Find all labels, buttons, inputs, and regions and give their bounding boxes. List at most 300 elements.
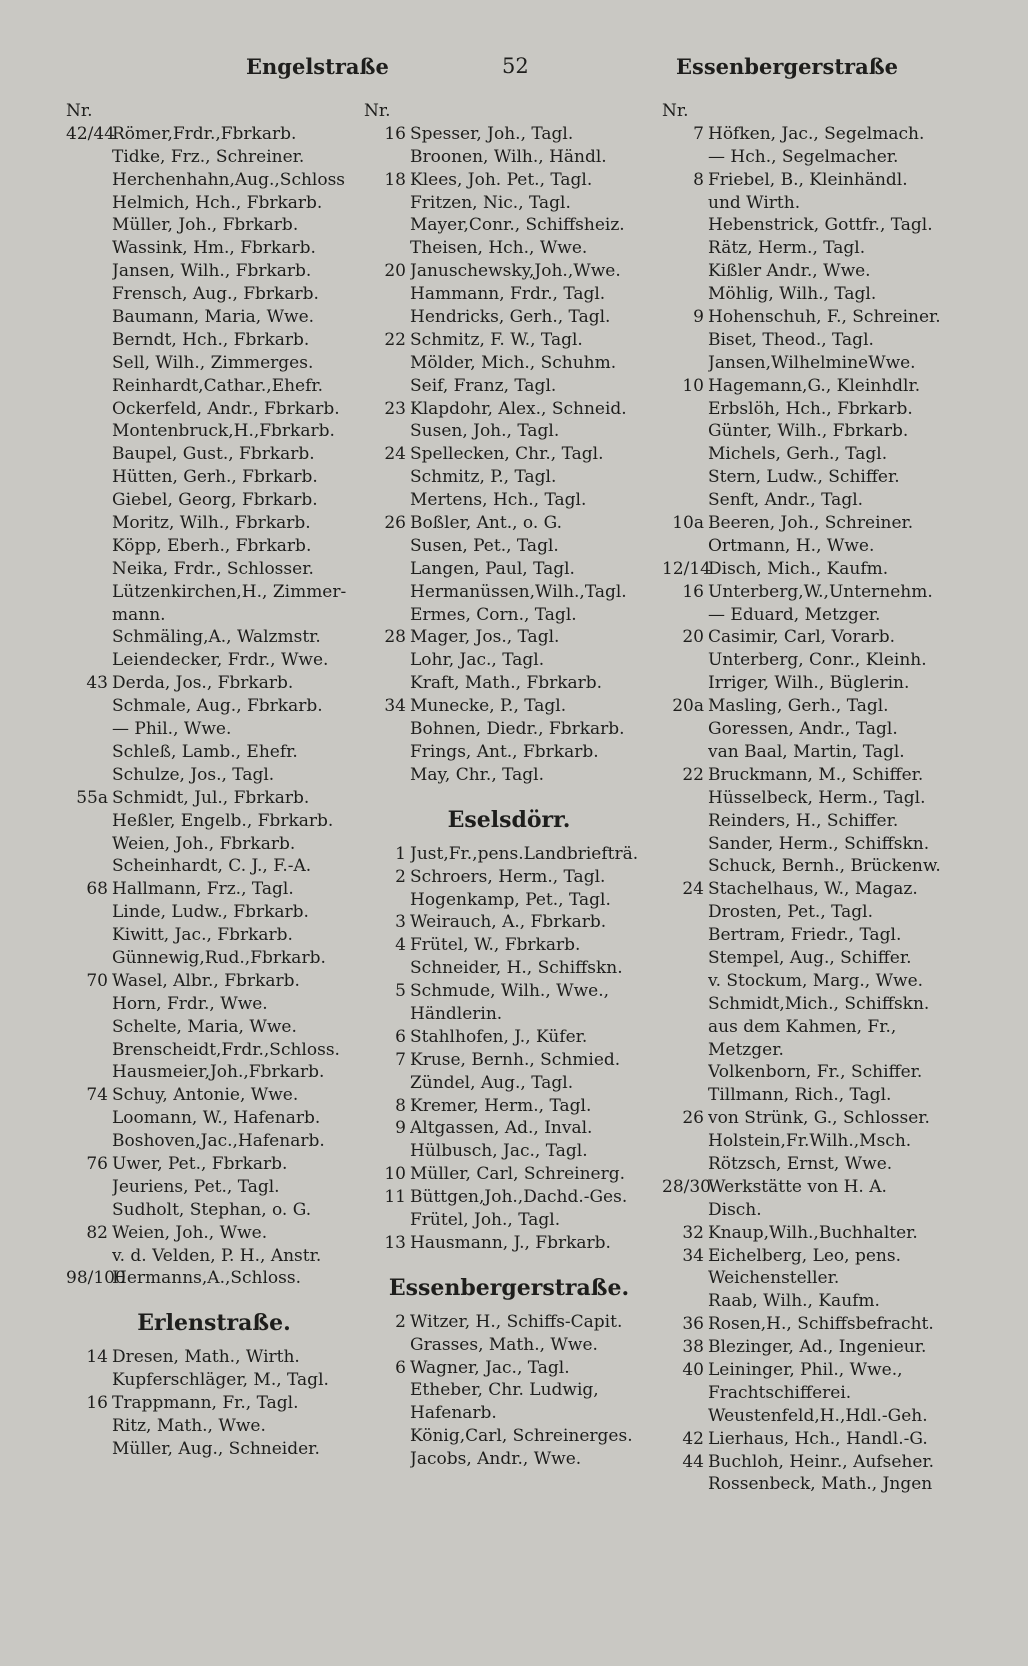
house-number — [66, 581, 112, 604]
directory-entry — [364, 581, 654, 604]
directory-entry — [364, 843, 654, 866]
resident-text: v. Stockum, Marg., Wwe. — [708, 970, 924, 991]
directory-entry — [662, 764, 962, 787]
resident-text: Lohr, Jac., Tagl. — [410, 650, 545, 671]
directory-entry — [662, 970, 962, 993]
house-number: 28 — [384, 627, 406, 648]
house-number — [364, 352, 410, 375]
house-number: 16 — [86, 1393, 108, 1414]
resident-text: Bruckmann, M., Schiffer. — [708, 764, 924, 785]
resident-text: Eichelberg, Leo, pens. — [708, 1245, 901, 1266]
resident-text: Bohnen, Diedr., Fbrkarb. — [410, 719, 625, 740]
house-number: 23 — [384, 398, 406, 419]
resident-text: Büttgen,Joh.,Dachd.-Ges. — [410, 1187, 628, 1208]
directory-entry — [364, 1026, 654, 1049]
resident-text: mann. — [112, 604, 166, 625]
house-number — [66, 833, 112, 856]
house-number — [662, 214, 708, 237]
resident-text: Römer,Frdr.,Fbrkarb. — [112, 123, 297, 144]
house-number — [662, 1267, 708, 1290]
resident-text: Hagemann,G., Kleinhdlr. — [708, 375, 921, 396]
directory-entry — [66, 1369, 362, 1392]
resident-text: Grasses, Math., Wwe. — [410, 1334, 598, 1355]
house-number: 12/14 — [662, 558, 711, 579]
house-number: 20a — [672, 696, 704, 717]
directory-entry — [364, 123, 654, 146]
directory-entry — [364, 718, 654, 741]
resident-text: Beeren, Joh., Schreiner. — [708, 513, 914, 534]
house-number — [66, 214, 112, 237]
directory-entry — [662, 878, 962, 901]
house-number: 16 — [682, 581, 704, 602]
directory-entry — [364, 329, 654, 352]
house-number — [66, 1039, 112, 1062]
directory-entry — [662, 535, 962, 558]
resident-text: Friebel, B., Kleinhändl. — [708, 169, 908, 190]
directory-entry — [662, 1405, 962, 1428]
resident-text: Munecke, P., Tagl. — [410, 696, 567, 717]
directory-entry — [66, 1199, 362, 1222]
directory-entry — [66, 1061, 362, 1084]
resident-text: Frütel, Joh., Tagl. — [410, 1209, 561, 1230]
directory-entry — [662, 1153, 962, 1176]
resident-text: Kupferschläger, M., Tagl. — [112, 1370, 329, 1391]
directory-entry — [364, 466, 654, 489]
directory-entry — [364, 260, 654, 283]
column-1 — [66, 100, 362, 1461]
house-number: 18 — [384, 169, 406, 190]
house-number — [66, 192, 112, 215]
directory-entry — [66, 214, 362, 237]
house-number: 70 — [86, 970, 108, 991]
directory-entry — [66, 901, 362, 924]
house-number — [662, 1199, 708, 1222]
directory-entry — [364, 649, 654, 672]
directory-entry — [364, 1049, 654, 1072]
house-number — [364, 1072, 410, 1095]
directory-entry — [66, 672, 362, 695]
resident-text: Sander, Herm., Schiffskn. — [708, 833, 930, 854]
resident-text: Derda, Jos., Fbrkarb. — [112, 673, 294, 694]
house-number — [662, 718, 708, 741]
resident-text: Hebenstrick, Gottfr., Tagl. — [708, 215, 933, 236]
resident-text: Ermes, Corn., Tagl. — [410, 604, 577, 625]
house-number: 24 — [682, 879, 704, 900]
directory-entry — [364, 535, 654, 558]
directory-entry — [364, 1232, 654, 1255]
house-number — [66, 512, 112, 535]
resident-text: Altgassen, Ad., Inval. — [410, 1118, 593, 1139]
house-number — [364, 889, 410, 912]
resident-text: Senft, Andr., Tagl. — [708, 490, 864, 511]
resident-text: Rätz, Herm., Tagl. — [708, 238, 866, 259]
resident-text: Tidke, Frz., Schreiner. — [112, 146, 305, 167]
house-number — [662, 1405, 708, 1428]
resident-text: Volkenborn, Fr., Schiffer. — [708, 1062, 923, 1083]
directory-entry — [662, 1245, 962, 1268]
resident-text: Just,Fr.,pens.Landbriefträ. — [410, 843, 639, 864]
house-number — [66, 558, 112, 581]
house-number — [66, 924, 112, 947]
directory-entry — [662, 1290, 962, 1313]
house-number — [364, 283, 410, 306]
house-number — [662, 535, 708, 558]
directory-entry — [662, 626, 962, 649]
resident-text: Dresen, Math., Wirth. — [112, 1347, 300, 1368]
directory-entry — [66, 169, 362, 192]
house-number — [66, 1438, 112, 1461]
directory-entry — [364, 1117, 654, 1140]
house-number: 13 — [384, 1232, 406, 1253]
resident-text: Stempel, Aug., Schiffer. — [708, 947, 912, 968]
resident-text: Weien, Joh., Wwe. — [112, 1222, 268, 1243]
nr-column-label: Nr. — [662, 101, 689, 121]
resident-text: Günnewig,Rud.,Fbrkarb. — [112, 947, 326, 968]
directory-entry — [66, 123, 362, 146]
directory-entry — [66, 1039, 362, 1062]
directory-entry — [66, 146, 362, 169]
house-number: 14 — [86, 1347, 108, 1368]
house-number: 26 — [384, 513, 406, 534]
resident-text: Raab, Wilh., Kaufm. — [708, 1291, 880, 1312]
resident-text: aus dem Kahmen, Fr., — [708, 1016, 897, 1037]
resident-text: Holstein,Fr.Wilh.,Msch. — [708, 1131, 912, 1152]
resident-text: Stachelhaus, W., Magaz. — [708, 879, 918, 900]
resident-text: Stahlhofen, J., Küfer. — [410, 1026, 588, 1047]
resident-text: Reinders, H., Schiffer. — [708, 810, 899, 831]
house-number — [66, 169, 112, 192]
house-number: 36 — [682, 1314, 704, 1335]
directory-entry — [66, 466, 362, 489]
resident-text: Boshoven,Jac.,Hafenarb. — [112, 1131, 325, 1152]
resident-text: Jansen, Wilh., Fbrkarb. — [112, 261, 312, 282]
house-number — [364, 237, 410, 260]
directory-entry — [662, 833, 962, 856]
house-number: 38 — [682, 1337, 704, 1358]
house-number — [662, 283, 708, 306]
house-number — [662, 901, 708, 924]
directory-entry — [364, 237, 654, 260]
directory-entry — [66, 581, 362, 604]
directory-entry — [364, 1072, 654, 1095]
resident-text: Tillmann, Rich., Tagl. — [708, 1085, 892, 1106]
house-number: 10 — [384, 1164, 406, 1185]
directory-entry — [662, 146, 962, 169]
resident-text: Seif, Franz, Tagl. — [410, 375, 557, 396]
directory-entry — [364, 1334, 654, 1357]
resident-text: Lützenkirchen,H., Zimmer- — [112, 581, 347, 602]
directory-entry — [364, 420, 654, 443]
house-number — [66, 1016, 112, 1039]
resident-text: Schmale, Aug., Fbrkarb. — [112, 696, 323, 717]
house-number — [662, 443, 708, 466]
resident-text: Wassink, Hm., Fbrkarb. — [112, 238, 316, 259]
house-number — [662, 1473, 708, 1496]
house-number: 9 — [395, 1118, 406, 1139]
house-number — [364, 1140, 410, 1163]
house-number — [662, 329, 708, 352]
house-number: 44 — [682, 1451, 704, 1472]
resident-text: Schmitz, P., Tagl. — [410, 467, 557, 488]
directory-entry — [66, 237, 362, 260]
resident-text: Schleß, Lamb., Ehefr. — [112, 741, 298, 762]
directory-entry — [66, 626, 362, 649]
resident-text: Berndt, Hch., Fbrkarb. — [112, 329, 310, 350]
house-number — [66, 1107, 112, 1130]
resident-text: Frachtschifferei. — [708, 1382, 852, 1403]
resident-text: Goressen, Andr., Tagl. — [708, 719, 898, 740]
resident-text: Hammann, Frdr., Tagl. — [410, 284, 606, 305]
directory-entry — [364, 889, 654, 912]
directory-entry — [662, 306, 962, 329]
directory-entry — [364, 957, 654, 980]
directory-entry — [662, 1267, 962, 1290]
directory-entry — [662, 283, 962, 306]
directory-entry — [662, 237, 962, 260]
resident-text: von Strünk, G., Schlosser. — [708, 1108, 930, 1129]
resident-text: van Baal, Martin, Tagl. — [708, 741, 905, 762]
resident-text: Januschewsky,Joh.,Wwe. — [410, 261, 621, 282]
house-number — [66, 260, 112, 283]
house-number — [66, 947, 112, 970]
house-number — [662, 993, 708, 1016]
section-title: Erlenstraße. — [137, 1310, 291, 1337]
resident-text: Knaup,Wilh.,Buchhalter. — [708, 1222, 918, 1243]
house-number — [364, 420, 410, 443]
directory-entry — [66, 718, 362, 741]
resident-text: Michels, Gerh., Tagl. — [708, 444, 888, 465]
directory-entry — [364, 192, 654, 215]
house-number — [66, 604, 112, 627]
directory-entry — [364, 306, 654, 329]
house-number — [66, 649, 112, 672]
directory-entry — [662, 169, 962, 192]
directory-entry — [364, 214, 654, 237]
directory-entry — [662, 1336, 962, 1359]
house-number — [66, 1061, 112, 1084]
directory-entry — [364, 934, 654, 957]
resident-text: Reinhardt,Cathar.,Ehefr. — [112, 375, 324, 396]
directory-entry — [66, 1153, 362, 1176]
resident-text: Kremer, Herm., Tagl. — [410, 1095, 592, 1116]
resident-text: Müller, Carl, Schreinerg. — [410, 1164, 626, 1185]
resident-text: Klees, Joh. Pet., Tagl. — [410, 169, 593, 190]
directory-entry — [364, 866, 654, 889]
resident-text: Biset, Theod., Tagl. — [708, 329, 874, 350]
house-number — [662, 672, 708, 695]
directory-entry — [662, 1016, 962, 1039]
resident-text: Hogenkamp, Pet., Tagl. — [410, 889, 611, 910]
directory-entry — [662, 741, 962, 764]
house-number — [662, 604, 708, 627]
directory-entry — [364, 1379, 654, 1402]
directory-entry — [364, 1209, 654, 1232]
resident-text: Baumann, Maria, Wwe. — [112, 307, 315, 328]
house-number: 3 — [395, 912, 406, 933]
house-number: 34 — [682, 1245, 704, 1266]
house-number: 40 — [682, 1359, 704, 1380]
house-number: 8 — [693, 169, 704, 190]
house-number: 6 — [395, 1026, 406, 1047]
house-number: 4 — [395, 935, 406, 956]
resident-text: Susen, Pet., Tagl. — [410, 535, 559, 556]
resident-text: Werkstätte von H. A. — [708, 1176, 887, 1197]
resident-text: Brenscheidt,Frdr.,Schloss. — [112, 1039, 340, 1060]
directory-entry — [66, 1267, 362, 1290]
house-number — [364, 558, 410, 581]
resident-text: Hohenschuh, F., Schreiner. — [708, 307, 941, 328]
section-title: Eselsdörr. — [447, 806, 571, 833]
resident-text: Jansen,WilhelmineWwe. — [708, 352, 916, 373]
house-number — [662, 855, 708, 878]
house-number — [66, 535, 112, 558]
directory-entry — [66, 306, 362, 329]
directory-entry — [364, 146, 654, 169]
house-number — [662, 260, 708, 283]
resident-text: Höfken, Jac., Segelmach. — [708, 123, 925, 144]
directory-entry — [364, 512, 654, 535]
directory-entry — [66, 1245, 362, 1268]
resident-text: Montenbruck,H.,Fbrkarb. — [112, 421, 335, 442]
house-number — [662, 787, 708, 810]
directory-entry — [66, 443, 362, 466]
resident-text: Ockerfeld, Andr., Fbrkarb. — [112, 398, 340, 419]
directory-entry — [66, 878, 362, 901]
resident-text: Mager, Jos., Tagl. — [410, 627, 560, 648]
resident-text: Schmäling,A., Walzmstr. — [112, 627, 321, 648]
directory-entry — [662, 1107, 962, 1130]
page-number: 52 — [502, 54, 529, 78]
house-number — [66, 443, 112, 466]
directory-entry — [662, 420, 962, 443]
directory-entry — [66, 855, 362, 878]
house-number — [662, 1061, 708, 1084]
resident-text: und Wirth. — [708, 192, 801, 213]
house-number — [662, 1153, 708, 1176]
house-number: 20 — [682, 627, 704, 648]
resident-text: Schmude, Wilh., Wwe., — [410, 981, 610, 1002]
resident-text: Weirauch, A., Fbrkarb. — [410, 912, 607, 933]
resident-text: Jacobs, Andr., Wwe. — [410, 1449, 582, 1470]
resident-text: v. d. Velden, P. H., Anstr. — [112, 1245, 322, 1266]
house-number — [364, 1448, 410, 1471]
resident-text: Stern, Ludw., Schiffer. — [708, 467, 900, 488]
resident-text: Schmidt, Jul., Fbrkarb. — [112, 787, 310, 808]
resident-text: Ortmann, H., Wwe. — [708, 535, 875, 556]
resident-text: Moritz, Wilh., Fbrkarb. — [112, 513, 311, 534]
directory-entry — [66, 192, 362, 215]
directory-entry — [364, 169, 654, 192]
directory-entry — [66, 1016, 362, 1039]
house-number — [66, 1176, 112, 1199]
resident-text: Händlerin. — [410, 1003, 503, 1024]
house-number: 55a — [76, 787, 108, 808]
directory-entry — [66, 329, 362, 352]
resident-text: Neika, Frdr., Schlosser. — [112, 558, 314, 579]
directory-entry — [66, 352, 362, 375]
directory-entry — [66, 993, 362, 1016]
resident-text: Rötzsch, Ernst, Wwe. — [708, 1153, 893, 1174]
directory-entry — [364, 443, 654, 466]
directory-entry — [662, 329, 962, 352]
resident-text: Bertram, Friedr., Tagl. — [708, 925, 902, 946]
resident-text: Giebel, Georg, Fbrkarb. — [112, 490, 318, 511]
house-number: 2 — [395, 1311, 406, 1332]
house-number — [364, 466, 410, 489]
house-number — [662, 489, 708, 512]
directory-entry — [364, 741, 654, 764]
column-3 — [662, 100, 962, 1496]
directory-entry — [66, 810, 362, 833]
directory-entry — [364, 283, 654, 306]
house-number — [364, 1003, 410, 1026]
house-number: 7 — [395, 1049, 406, 1070]
directory-entry — [364, 1357, 654, 1380]
house-number: 68 — [86, 879, 108, 900]
house-number — [662, 924, 708, 947]
header-right-street: Essenbergerstraße — [676, 54, 899, 79]
directory-entry — [662, 398, 962, 421]
directory-entry — [66, 1438, 362, 1461]
house-number — [66, 283, 112, 306]
directory-entry — [66, 489, 362, 512]
house-number — [364, 1379, 410, 1402]
house-number — [662, 1130, 708, 1153]
resident-text: Baupel, Gust., Fbrkarb. — [112, 444, 315, 465]
resident-text: Hausmann, J., Fbrkarb. — [410, 1232, 611, 1253]
house-number: 7 — [693, 123, 704, 144]
resident-text: Jeuriens, Pet., Tagl. — [112, 1176, 280, 1197]
directory-entry — [66, 970, 362, 993]
directory-entry — [662, 192, 962, 215]
directory-entry — [364, 1425, 654, 1448]
nr-column-label: Nr. — [364, 101, 391, 121]
page-header — [0, 54, 1028, 94]
resident-text: Mayer,Conr., Schiffsheiz. — [410, 215, 625, 236]
directory-entry — [364, 1003, 654, 1026]
directory-entry — [66, 833, 362, 856]
resident-text: Herchenhahn,Aug.,Schloss — [112, 169, 346, 190]
resident-text: Scheinhardt, C. J., F.-A. — [112, 856, 312, 877]
directory-entry — [364, 1163, 654, 1186]
house-number — [364, 489, 410, 512]
house-number — [662, 947, 708, 970]
house-number — [364, 649, 410, 672]
resident-text: Sell, Wilh., Zimmerges. — [112, 352, 314, 373]
house-number — [662, 970, 708, 993]
directory-entry — [662, 214, 962, 237]
directory-entry — [662, 123, 962, 146]
directory-entry — [662, 352, 962, 375]
house-number: 11 — [384, 1187, 406, 1208]
directory-entry — [66, 535, 362, 558]
resident-text: Fritzen, Nic., Tagl. — [410, 192, 571, 213]
directory-entry — [66, 764, 362, 787]
house-number: 43 — [86, 673, 108, 694]
directory-entry — [662, 604, 962, 627]
house-number — [662, 1084, 708, 1107]
resident-text: Unterberg, Conr., Kleinh. — [708, 650, 927, 671]
house-number: 74 — [86, 1085, 108, 1106]
house-number — [66, 329, 112, 352]
resident-text: Schmidt,Mich., Schiffskn. — [708, 993, 930, 1014]
resident-text: Möhlig, Wilh., Tagl. — [708, 284, 877, 305]
directory-entry — [66, 375, 362, 398]
resident-text: Schmitz, F. W., Tagl. — [410, 329, 583, 350]
resident-text: Blezinger, Ad., Ingenieur. — [708, 1337, 927, 1358]
resident-text: Zündel, Aug., Tagl. — [410, 1072, 574, 1093]
resident-text: May, Chr., Tagl. — [410, 764, 544, 785]
